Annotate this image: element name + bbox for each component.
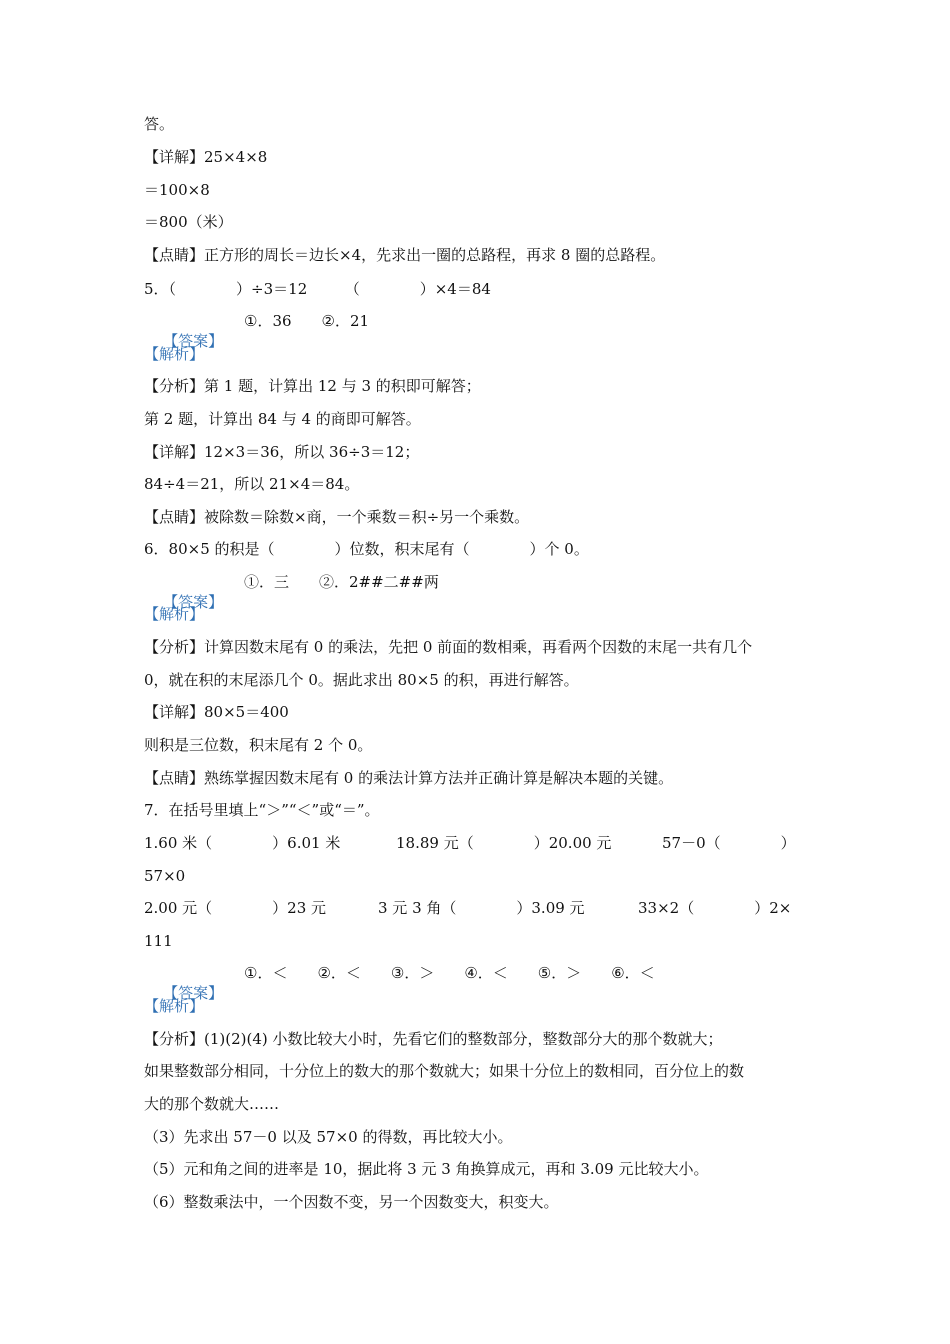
question-6: 6．80×5 的积是（ ）位数，积末尾有（ ）个 0。 [144,540,589,558]
text-line: 【详解】80×5＝400 [144,703,289,721]
text-line: 【分析】第 1 题，计算出 12 与 3 的积即可解答； [144,377,481,395]
answer-tag: 【答案】 [163,332,224,350]
text-line: 如果整数部分相同，十分位上的数大的那个数就大；如果十分位上的数相同，百分位上的数 [144,1062,745,1080]
text-line: 0，就在积的末尾添几个 0。据此求出 80×5 的积，再进行解答。 [144,671,579,689]
text-line: 【详解】12×3＝36，所以 36÷3＝12； [144,443,420,461]
answer-tag: 【答案】 [163,593,224,611]
analysis-tag: 【解析】 [144,345,205,363]
comparison-item: 1.60 米（ ）6.01 米 [144,834,341,852]
text-line: 大的那个数就大…… [144,1095,280,1113]
question-5: 5．（ ）÷3＝12 （ ）×4＝84 [144,280,491,298]
comparison-item: 2.00 元（ ）23 元 [144,899,327,917]
comparison-item: 33×2（ ）2× [638,899,792,917]
text-line: （5）元和角之间的进率是 10，据此将 3 元 3 角换算成元，再和 3.09 元比较大小。 [144,1160,709,1178]
analysis-tag: 【解析】 [144,997,205,1015]
text-line: 【点睛】熟练掌握因数末尾有 0 的乘法计算方法并正确计算是解决本题的关键。 [144,769,674,787]
analysis-tag: 【解析】 [144,605,205,623]
text-line: （3）先求出 57－0 以及 57×0 的得数，再比较大小。 [144,1128,513,1146]
text-line: （6）整数乘法中，一个因数不变，另一个因数变大，积变大。 [144,1193,559,1211]
answer-text: ①．＜ ②．＜ ③．＞ ④．＜ ⑤．＞ ⑥．＜ [244,964,655,982]
text-line: 57×0 [144,867,186,885]
comparison-item: 57－0（ ） [662,834,796,852]
answer-tag: 【答案】 [163,984,224,1002]
text-line: 【分析】计算因数末尾有 0 的乘法，先把 0 前面的数相乘，再看两个因数的末尾一共有几个 [144,638,753,656]
answer-text: ①．36 ②．21 [244,312,370,330]
text-line: 【点睛】正方形的周长＝边长×4，先求出一圈的总路程，再求 8 圈的总路程。 [144,246,666,264]
text-line: 111 [144,932,173,950]
question-7: 7．在括号里填上“＞”“＜”或“＝”。 [144,801,380,819]
text-line: 答。 [144,115,175,133]
comparison-item: 18.89 元（ ）20.00 元 [396,834,612,852]
answer-text: ①．三 ②．2##二##两 [244,573,439,591]
text-line: ＝100×8 [144,181,210,199]
text-line: 【分析】(1)(2)(4) 小数比较大小时，先看它们的整数部分，整数部分大的那个数就大； [144,1030,723,1048]
text-line: 84÷4＝21，所以 21×4＝84。 [144,475,360,493]
text-line: 【点睛】被除数＝除数×商，一个乘数＝积÷另一个乘数。 [144,508,530,526]
comparison-item: 3 元 3 角（ ）3.09 元 [378,899,585,917]
text-line: 第 2 题，计算出 84 与 4 的商即可解答。 [144,410,421,428]
text-line: ＝800（米） [144,213,233,231]
text-line: 【详解】25×4×8 [144,148,268,166]
text-line: 则积是三位数，积末尾有 2 个 0。 [144,736,373,754]
